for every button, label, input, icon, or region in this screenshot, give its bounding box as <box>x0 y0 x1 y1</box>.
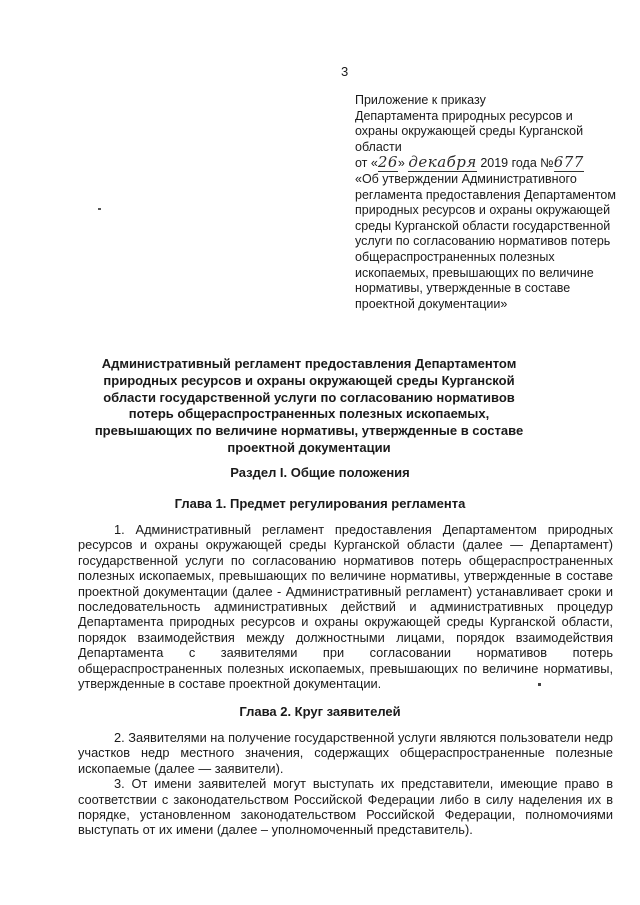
page-number: 3 <box>341 64 349 79</box>
appendix-line: охраны окружающей среды Курганской <box>355 124 584 139</box>
date-prefix: от « <box>355 156 378 171</box>
chapter1-body <box>78 522 613 691</box>
paragraph: 2. Заявителями на получение государственной услуги являются пользователи недр участков недр местного значения, содержащих общераспространенные полезные ископаемые (далее — заявители). <box>78 730 613 776</box>
scan-speck <box>98 208 101 210</box>
appendix-line: Приложение к приказу <box>355 93 486 107</box>
appendix-subject: «Об утверждении Административного регламента предоставления Департаментом природных ресурсов и охраны окружающей среды Курганской области государственной услуги по согласованию нормативов потерь общераспространенных полезных ископаемых, превышающих по величине нормативы, утвержденные в составе проектной документации» <box>355 171 616 311</box>
handwritten-day: 26 <box>377 153 398 172</box>
paragraph: 3. От имени заявителей могут выступать их представители, имеющие право в соответствии с законодательством Российской Федерации либо в силу наделения их в порядке, установленном законодательством Российской Федерации, полномочиями выступать от их имени (далее – уполномоченный представитель). <box>78 776 613 838</box>
handwritten-order-number: 677 <box>553 153 584 172</box>
paragraph: 1. Административный регламент предоставления Департаментом природных ресурсов и охраны окружающей среды Курганской области (далее — Департамент) государственной услуги по согласованию нормативов потерь общераспространенных полезных ископаемых, превышающих по величине нормативы, утвержденные в составе проектной документации (далее - Административный регламент) устанавливает сроки и последовательность административных действий и административных процедур Департамента природных ресурсов и охраны окружающей среды Курганской области, порядок взаимодействия между должностными лицами, порядок взаимодействия Департамента с заявителями при согласовании нормативов потерь общераспространенных полезных ископаемых, превышающих по величине нормативы, утвержденные в составе проектной документации. <box>78 522 613 692</box>
chapter2-body <box>78 730 613 838</box>
date-mid: » <box>397 156 409 171</box>
scan-speck <box>538 683 541 686</box>
appendix-date-line <box>355 155 617 172</box>
date-year: 2019 года № <box>476 156 554 171</box>
handwritten-month: декабря <box>408 153 477 172</box>
chapter-heading: Глава 2. Круг заявителей <box>239 704 401 719</box>
appendix-line: Департамента природных ресурсов и <box>355 108 573 123</box>
appendix-line: области <box>355 139 402 154</box>
appendix-block <box>355 93 617 312</box>
document-title: Административный регламент предоставления Департаментом природных ресурсов и охраны окружающей среды Курганской области государственной услуги по согласованию нормативов потерь общераспространенных полезных ископаемых, превышающих по величине нормативы, утвержденные в составе проектной документации <box>94 356 524 455</box>
section-heading: Раздел I. Общие положения <box>230 465 410 480</box>
chapter-heading: Глава 1. Предмет регулирования регламента <box>174 496 466 511</box>
